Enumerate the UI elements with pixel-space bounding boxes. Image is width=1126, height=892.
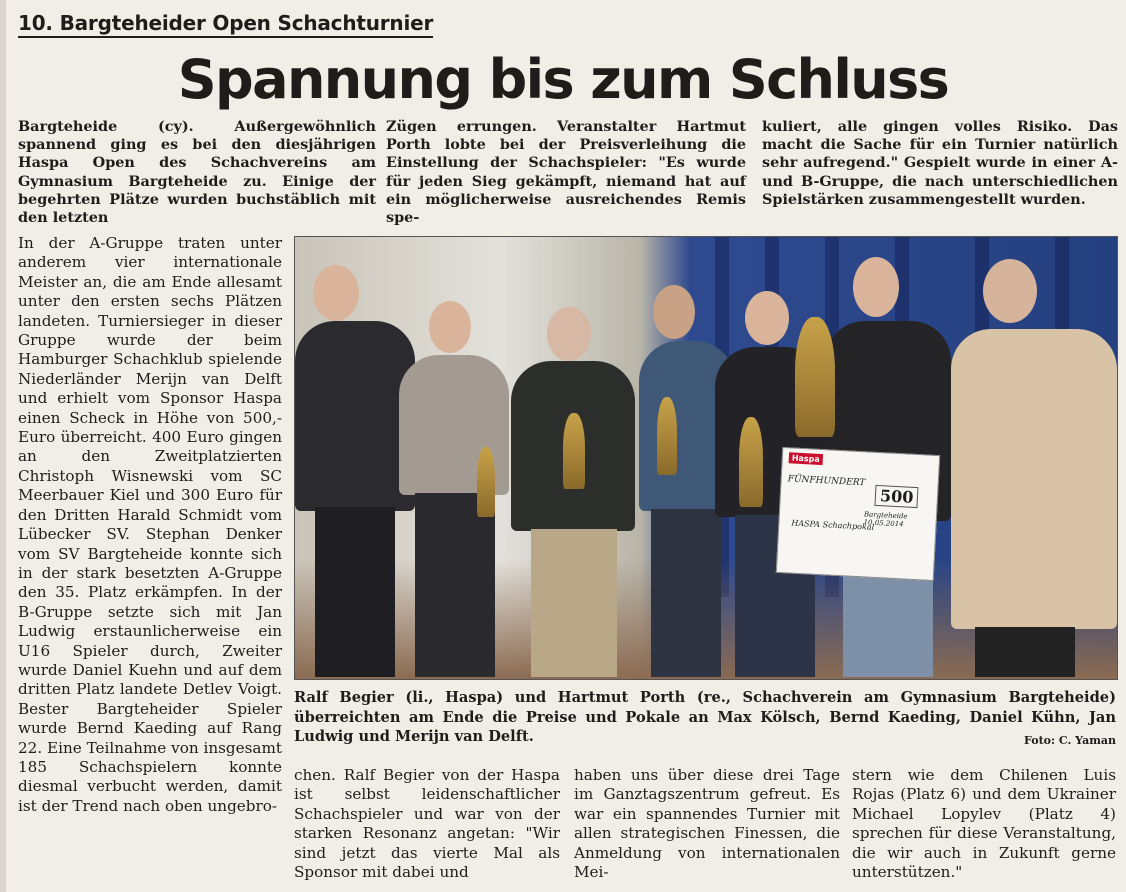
check-header: Haspa (789, 452, 824, 465)
trophy (563, 413, 585, 489)
check-amount-words: FÜNFHUNDERT (787, 474, 866, 489)
caption-text: Ralf Begier (li., Haspa) und Hartmut Porth (re., Schachverein am Gymnasium Bargteheide) überreichten am Ende die Preise und Pokale an Max Kölsch, Bernd Kaeding, Daniel Kühn, Jan Ludwig und Merijn van Delft. (294, 689, 1116, 746)
prize-check (776, 447, 940, 581)
check-place-date: Bargteheide 10.05.2014 (863, 510, 908, 529)
kicker: 10. Bargteheider Open Schachturnier (18, 10, 433, 38)
body-bottom-column-2: haben uns über diese drei Tage im Ganztagszentrum gefreut. Es war ein spannendes Turnier mit allen strategischen Finessen, die Anmeldung von internationalen Mei- (574, 766, 840, 882)
headline: Spannung bis zum Schluss (177, 48, 949, 111)
body-bottom-column-1: chen. Ralf Begier von der Haspa ist selbst leidenschaftlicher Schachspieler und war von der starken Resonanz angetan: "Wir sind jetzt das vierte Mal als Sponsor mit dabei und (294, 766, 560, 882)
page-edge (0, 0, 6, 892)
body-bottom-column-3: stern wie dem Chilenen Luis Rojas (Platz 6) und dem Ukrainer Michael Lopylev (Platz 4) sprechen für diese Veranstaltung, die wir auch in Zukunft gerne unterstützen." (852, 766, 1116, 882)
lead-column-2: Zügen errungen. Veranstalter Hartmut Porth lobte bei der Preisverleihung die Einstellung der Schachspieler: "Es wurde für jeden Sieg gekämpft, niemand hat auf ein möglicherweise ausreichendes Remis spe- (386, 118, 746, 227)
award-photo (294, 236, 1118, 680)
check-payee: HASPA Schachpokal (791, 518, 875, 532)
lead-column-3: kuliert, alle gingen volles Risiko. Das macht die Sache für ein Turnier natürlich sehr aufregend." Gespielt wurde in einer A- und B-Gruppe, die nach unterschiedlichen Spielstärken zusammengestellt wurden. (762, 118, 1118, 208)
trophy (795, 317, 835, 437)
trophy (657, 397, 677, 475)
body-left-column: In der A-Gruppe traten unter anderem vier internationale Meister an, die am Ende allesamt unter den ersten sechs Plätzen landeten. Turniersieger in dieser Gruppe wurde der beim Hamburger Schachklub spielende Niederländer Merijn van Delft und erhielt vom Sponsor Haspa einen Scheck in Höhe von 500,- Euro überreicht. 400 Euro gingen an den Zweitplatzierten Christoph Wisnewski vom SC Meerbauer Kiel und 300 Euro für den Dritten Harald Schmidt vom Lübecker SV. Stephan Denker vom SV Bargteheide konnte sich in der stark besetzten A-Gruppe den 35. Platz erkämpfen. In der B-Gruppe setzte sich mit Jan Ludwig erstaunlicherweise ein U16 Spieler durch, Zweiter wurde Daniel Kuehn und auf dem dritten Platz landete Detlev Voigt. Bester Bargteheider Spieler wurde Bernd Kaeding auf Rang 22. Eine Teilnahme von insgesamt 185 Schachspielern konnte diesmal verbucht werden, damit ist der Trend nach oben ungebro- (18, 234, 282, 815)
check-amount: 500 (874, 485, 918, 508)
trophy (477, 447, 495, 517)
lead-column-1: Bargteheide (cy). Außergewöhnlich spannend ging es bei den diesjährigen Haspa Open des Schachvereins am Gymnasium Bargteheide zu. Einige der begehrten Plätze wurden buchstäblich mit den letzten (18, 118, 376, 227)
photo-credit: Foto: C. Yaman (1024, 734, 1116, 747)
trophy (739, 417, 763, 507)
